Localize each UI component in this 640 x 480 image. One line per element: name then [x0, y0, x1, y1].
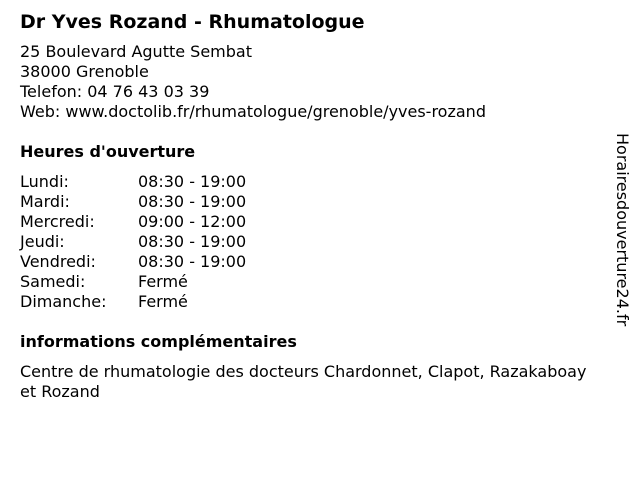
- hours-row-sunday: [20, 292, 610, 312]
- time-value: Fermé: [138, 272, 188, 291]
- hours-row-saturday: [20, 272, 610, 292]
- time-value: Fermé: [138, 292, 188, 311]
- day-label: Mercredi:: [20, 212, 95, 231]
- time-value: 08:30 - 19:00: [138, 172, 247, 191]
- day-label: Mardi:: [20, 192, 70, 211]
- hours-row-thursday: [20, 232, 610, 252]
- day-label: Dimanche:: [20, 292, 107, 311]
- additional-info-heading: informations complémentaires: [20, 332, 297, 351]
- time-value: 08:30 - 19:00: [138, 192, 247, 211]
- address-city: 38000 Grenoble: [20, 62, 149, 81]
- doctor-name-title: Dr Yves Rozand - Rhumatologue: [20, 11, 365, 33]
- address-street: 25 Boulevard Agutte Sembat: [20, 42, 252, 61]
- hours-row-monday: [20, 172, 610, 192]
- time-value: 09:00 - 12:00: [138, 212, 247, 231]
- additional-info-text: Centre de rhumatologie des docteurs Chardonnet, Clapot, Razakaboay et Rozand: [20, 362, 587, 401]
- time-value: 08:30 - 19:00: [138, 252, 247, 271]
- day-label: Jeudi:: [20, 232, 65, 251]
- site-watermark: Horairesdouverture24.fr: [613, 133, 632, 327]
- time-value: 08:30 - 19:00: [138, 232, 247, 251]
- hours-row-friday: [20, 252, 610, 272]
- phone-number: Telefon: 04 76 43 03 39: [20, 82, 210, 101]
- day-label: Vendredi:: [20, 252, 96, 271]
- opening-hours-heading: Heures d'ouverture: [20, 142, 196, 161]
- hours-row-wednesday: [20, 212, 610, 232]
- website-link[interactable]: Web: www.doctolib.fr/rhumatologue/grenoble/yves-rozand: [20, 102, 486, 121]
- day-label: Lundi:: [20, 172, 69, 191]
- opening-hours-table: [20, 172, 610, 312]
- day-label: Samedi:: [20, 272, 86, 291]
- doctor-card: [20, 10, 610, 402]
- hours-row-tuesday: [20, 192, 610, 212]
